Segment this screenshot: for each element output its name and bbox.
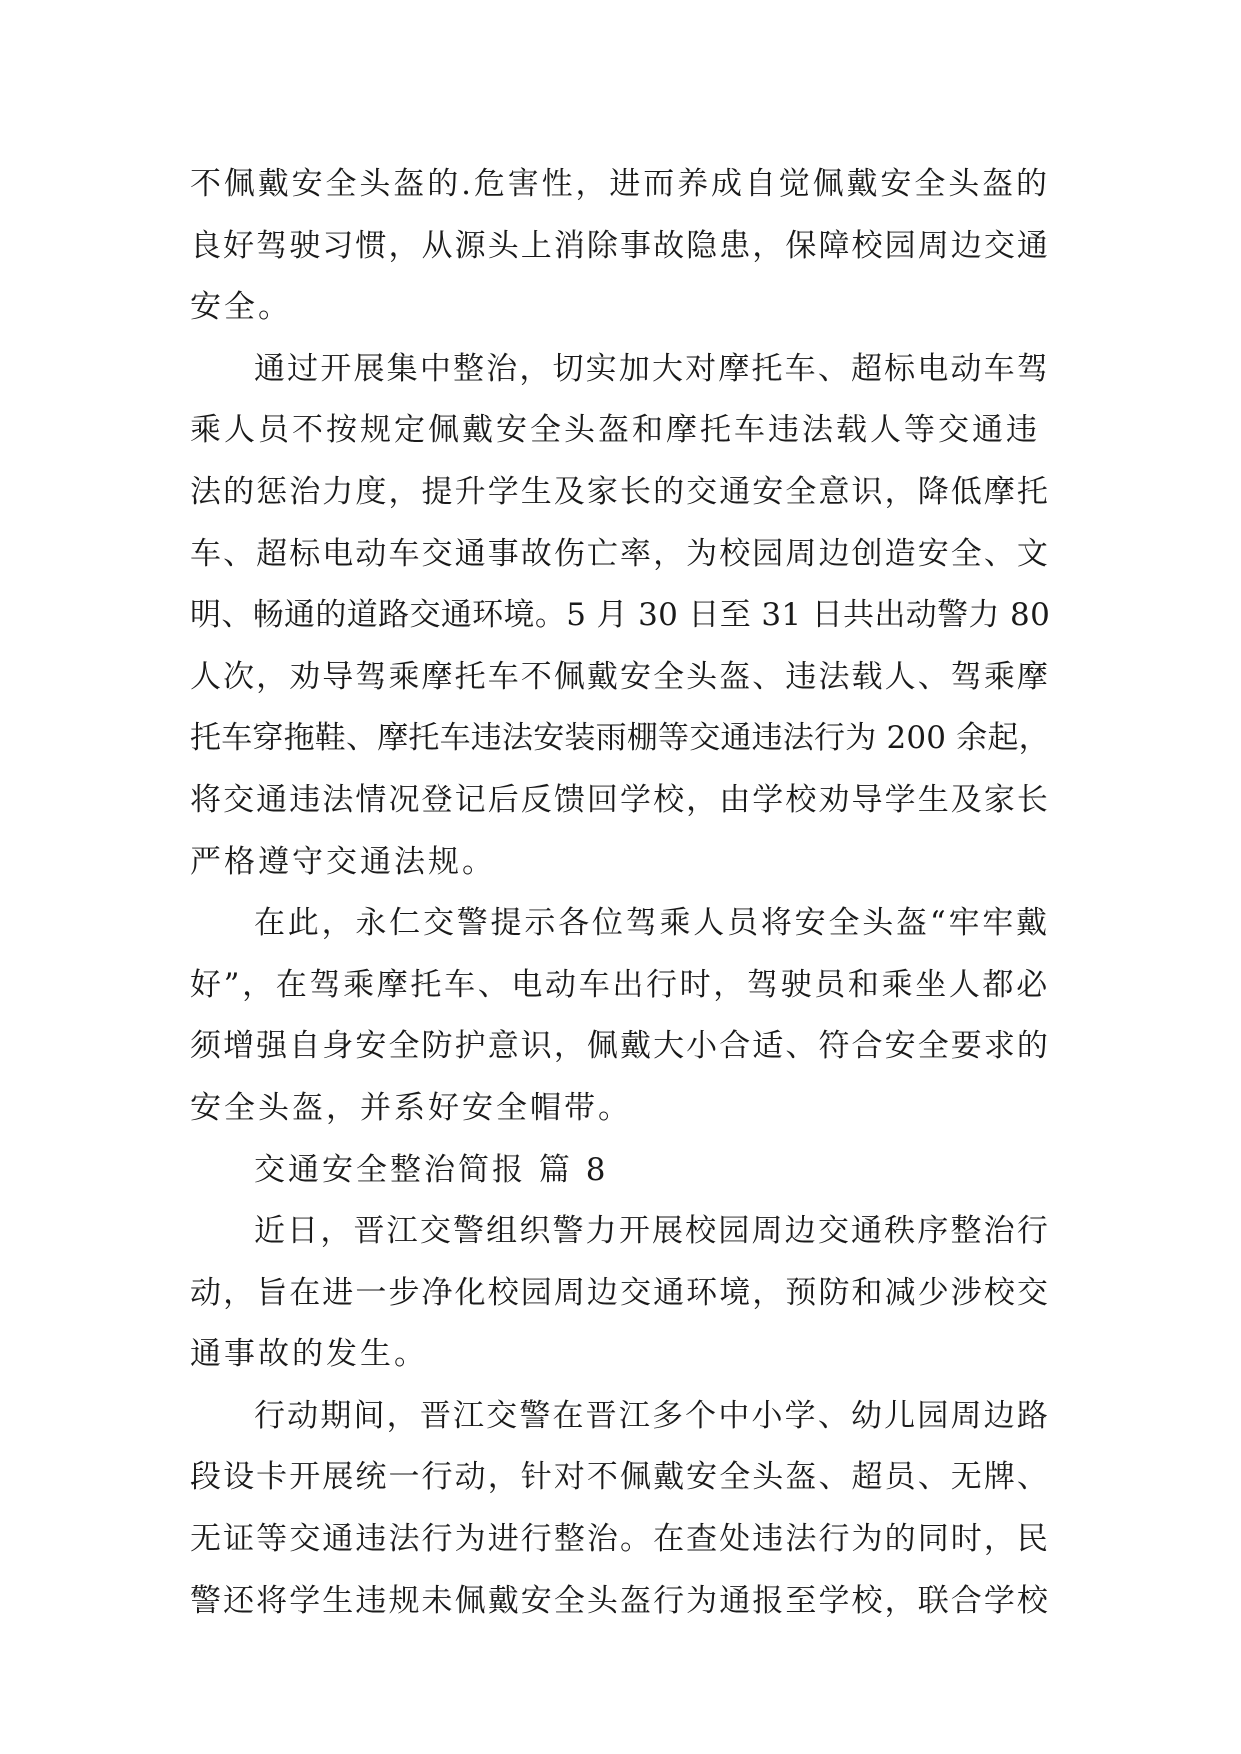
text-line: 无证等交通违法行为进行整治。在查处违法行为的同时，民	[190, 1521, 1050, 1558]
text-line: 段设卡开展统一行动，针对不佩戴安全头盔、超员、无牌、	[190, 1459, 1050, 1496]
text-line: 通过开展集中整治，切实加大对摩托车、超标电动车驾	[254, 350, 1050, 387]
text-line: 近日，晋江交警组织警力开展校园周边交通秩序整治行	[254, 1213, 1050, 1250]
text-line: 乘人员不按规定佩戴安全头盔和摩托车违法载人等交通违	[190, 412, 1040, 449]
document-body	[190, 154, 1050, 1632]
text-line: 好”，在驾乘摩托车、电动车出行时，驾驶员和乘坐人都必	[190, 966, 1050, 1003]
text-line: 良好驾驶习惯，从源头上消除事故隐患，保障校园周边交通	[190, 227, 1050, 264]
text-line: 人次，劝导驾乘摩托车不佩戴安全头盔、违法载人、驾乘摩	[190, 658, 1050, 695]
text-line: 行动期间，晋江交警在晋江多个中小学、幼儿园周边路	[254, 1397, 1050, 1434]
text-line: 托车穿拖鞋、摩托车违法安装雨棚等交通违法行为 200 余起，	[190, 720, 1050, 757]
text-line: 安全头盔，并系好安全帽带。	[190, 1089, 632, 1126]
text-line: 警还将学生违规未佩戴安全头盔行为通报至学校，联合学校	[190, 1582, 1050, 1619]
text-line: 交通安全整治简报 篇 8	[254, 1151, 609, 1188]
text-line: 动，旨在进一步净化校园周边交通环境，预防和减少涉校交	[190, 1274, 1050, 1311]
text-line: 须增强自身安全防护意识，佩戴大小合适、符合安全要求的	[190, 1028, 1050, 1065]
text-line: 车、超标电动车交通事故伤亡率，为校园周边创造安全、文	[190, 535, 1050, 572]
text-line: 在此，永仁交警提示各位驾乘人员将安全头盔“牢牢戴	[254, 905, 1050, 942]
text-line: 明、畅通的道路交通环境。5 月 30 日至 31 日共出动警力 80	[190, 597, 1051, 634]
text-line: 将交通违法情况登记后反馈回学校，由学校劝导学生及家长	[190, 781, 1050, 818]
text-line: 严格遵守交通法规。	[190, 843, 496, 880]
text-line: 不佩戴安全头盔的.危害性，进而养成自觉佩戴安全头盔的	[190, 166, 1050, 202]
text-line: 通事故的发生。	[190, 1336, 428, 1373]
text-line: 安全。	[190, 289, 292, 326]
text-line: 法的惩治力度，提升学生及家长的交通安全意识，降低摩托	[190, 473, 1050, 510]
